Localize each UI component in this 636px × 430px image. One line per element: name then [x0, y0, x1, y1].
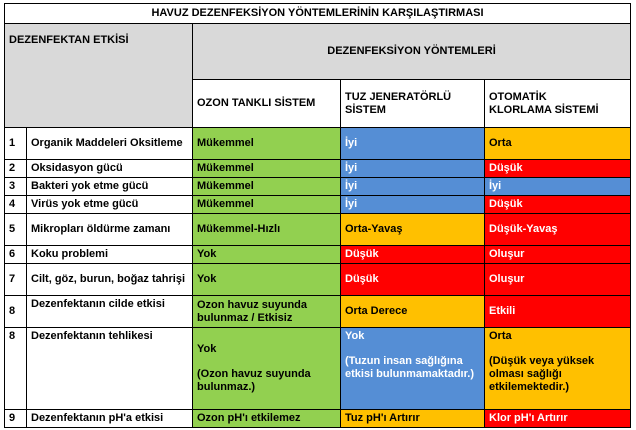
row-label: Virüs yok etme gücü: [27, 196, 193, 214]
auto-value: İyi: [485, 178, 631, 196]
ozone-value: Mükemmel: [193, 196, 341, 214]
row-number: 4: [5, 196, 27, 214]
ozone-danger-note: (Ozon havuz suyunda bulunmaz.): [197, 368, 311, 393]
table-row: [5, 178, 631, 196]
row-label: Dezenfektanın cilde etkisi: [27, 296, 193, 328]
header-auto-chlorination: OTOMATİK KLORLAMA SİSTEMİ: [485, 80, 631, 128]
row-label: Koku problemi: [27, 246, 193, 264]
ozone-value: Mükemmel: [193, 160, 341, 178]
salt-value: [341, 328, 485, 410]
salt-value: İyi: [341, 160, 485, 178]
row-number: 3: [5, 178, 27, 196]
ozone-danger-main: Yok: [197, 343, 217, 355]
ozone-value: Mükemmel: [193, 178, 341, 196]
row-number: 8: [5, 296, 27, 328]
row-label: Dezenfektanın pH'a etkisi: [27, 410, 193, 428]
table-row-danger: [5, 328, 631, 410]
auto-danger-note: (Düşük veya yüksek olması sağlığı etkilemektedir.): [489, 355, 595, 393]
salt-value: Düşük: [341, 246, 485, 264]
row-label: Oksidasyon gücü: [27, 160, 193, 178]
auto-value: Düşük: [485, 160, 631, 178]
row-number: 2: [5, 160, 27, 178]
auto-danger-main: Orta: [489, 330, 512, 342]
ozone-value: Ozon pH'ı etkilemez: [193, 410, 341, 428]
auto-value: Oluşur: [485, 264, 631, 296]
header-salt-generator: TUZ JENERATÖRLÜ SİSTEM: [341, 80, 485, 128]
salt-value: İyi: [341, 128, 485, 160]
ozone-value: [193, 328, 341, 410]
salt-value: İyi: [341, 196, 485, 214]
table-title: HAVUZ DEZENFEKSİYON YÖNTEMLERİNİN KARŞILAŞTIRMASI: [5, 4, 631, 24]
table-row: [5, 214, 631, 246]
table-row: [5, 128, 631, 160]
row-label: Dezenfektanın tehlikesi: [27, 328, 193, 410]
salt-value: Düşük: [341, 264, 485, 296]
table-row: [5, 246, 631, 264]
auto-value: Düşük-Yavaş: [485, 214, 631, 246]
row-number: 5: [5, 214, 27, 246]
salt-value: İyi: [341, 178, 485, 196]
row-number: 7: [5, 264, 27, 296]
ozone-value: Yok: [193, 264, 341, 296]
auto-value: Oluşur: [485, 246, 631, 264]
row-label: Bakteri yok etme gücü: [27, 178, 193, 196]
header-methods: DEZENFEKSİYON YÖNTEMLERİ: [193, 24, 631, 80]
row-label: Organik Maddeleri Oksitleme: [27, 128, 193, 160]
row-number: 6: [5, 246, 27, 264]
row-number: 1: [5, 128, 27, 160]
table-row: [5, 410, 631, 428]
table-row: [5, 264, 631, 296]
salt-value: Orta Derece: [341, 296, 485, 328]
auto-value: Düşük: [485, 196, 631, 214]
comparison-table-container: [4, 3, 631, 428]
salt-value: Tuz pH'ı Artırır: [341, 410, 485, 428]
disinfection-comparison-table: [4, 3, 631, 428]
row-number: 9: [5, 410, 27, 428]
auto-value: Orta: [485, 128, 631, 160]
ozone-value: Mükemmel: [193, 128, 341, 160]
auto-value: [485, 328, 631, 410]
salt-danger-main: Yok: [345, 330, 365, 342]
ozone-value: Ozon havuz suyunda bulunmaz / Etkisiz: [193, 296, 341, 328]
row-number: 8: [5, 328, 27, 410]
table-row: [5, 296, 631, 328]
ozone-value: Mükemmel-Hızlı: [193, 214, 341, 246]
ozone-value: Yok: [193, 246, 341, 264]
header-ozone-system: OZON TANKLI SİSTEM: [193, 80, 341, 128]
auto-value: Etkili: [485, 296, 631, 328]
row-label: Mikropları öldürme zamanı: [27, 214, 193, 246]
table-row: [5, 160, 631, 178]
table-row: [5, 196, 631, 214]
row-label: Cilt, göz, burun, boğaz tahrişi: [27, 264, 193, 296]
salt-danger-note: (Tuzun insan sağlığına etkisi bulunmamaktadır.): [345, 355, 474, 380]
salt-value: Orta-Yavaş: [341, 214, 485, 246]
header-effect: DEZENFEKTAN ETKİSİ: [5, 24, 193, 128]
auto-value: Klor pH'ı Artırır: [485, 410, 631, 428]
